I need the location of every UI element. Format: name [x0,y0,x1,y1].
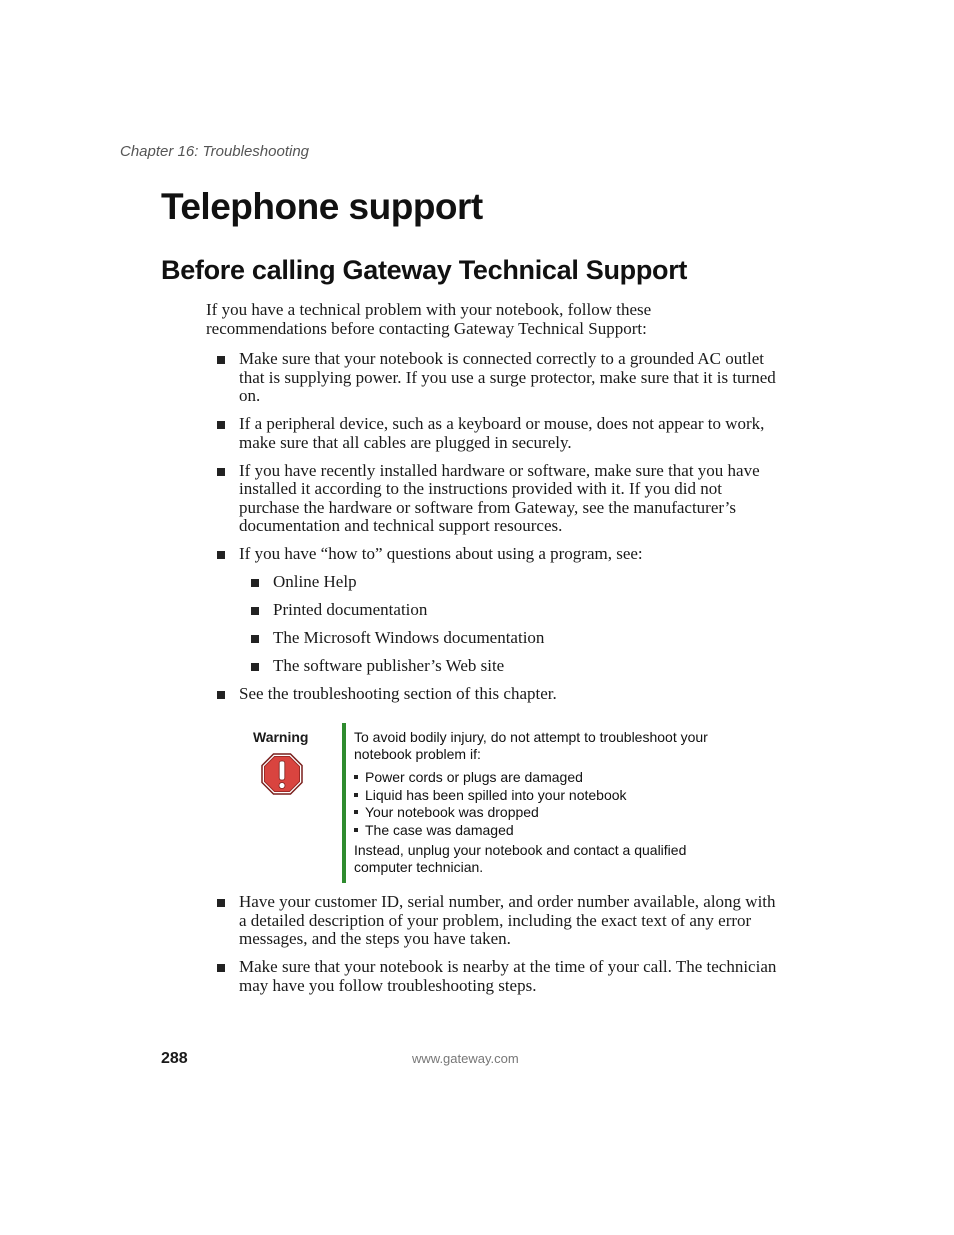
list-item [354,822,724,840]
list-item [216,545,782,676]
list-item-text: Make sure that your notebook is connected correctly to a grounded AC outlet that is supplying power. If you use a surge protector, make sure that it is turned on. [239,349,776,405]
list-item-text: If a peripheral device, such as a keyboard or mouse, does not appear to work, make sure that all cables are plugged in securely. [239,414,765,452]
list-item-text: See the troubleshooting section of this chapter. [239,684,557,703]
list-item [216,350,782,406]
bullet-square-icon [217,421,225,429]
sublist-item [239,573,782,592]
list-item [216,462,782,536]
bullet-square-icon [217,468,225,476]
warning-intro: To avoid bodily injury, do not attempt to troubleshoot your notebook problem if: [354,729,708,762]
list-item [354,804,724,822]
bullet-dot-icon [354,793,358,797]
sublist-item [239,601,782,620]
help-sources-sublist [239,573,782,676]
warning-conditions-list [354,769,724,839]
bullet-dot-icon [354,810,358,814]
list-item-text: If you have “how to” questions about using a program, see: [239,544,643,563]
bullet-dot-icon [354,828,358,832]
warning-outro: Instead, unplug your notebook and contact a qualified computer technician. [354,842,687,875]
sublist-item-text: Online Help [273,572,357,591]
list-item [216,893,782,949]
bullet-square-icon [217,899,225,907]
list-item-text: Make sure that your notebook is nearby at the time of your call. The technician may have you follow troubleshooting steps. [239,957,777,995]
page-title: Telephone support [161,186,483,227]
warning-accent-bar [342,723,346,883]
page-number: 288 [161,1050,188,1067]
bullet-square-icon [251,663,259,671]
warning-exclamation-icon [261,753,303,795]
warning-body [354,729,724,876]
footer-url: www.gateway.com [412,1051,519,1066]
sublist-item [239,629,782,648]
bullet-square-icon [251,635,259,643]
intro-paragraph: If you have a technical problem with your notebook, follow these recommendations before contacting Gateway Technical Support: [206,300,652,338]
bullet-square-icon [217,691,225,699]
sublist-item-text: The Microsoft Windows documentation [273,628,545,647]
list-item [216,685,782,704]
chapter-header: Chapter 16: Troubleshooting [120,143,310,160]
list-item-text: The case was damaged [365,821,514,838]
warning-callout [250,723,730,883]
list-item [216,415,782,452]
list-item [354,769,724,787]
recommendation-list [216,350,782,713]
bullet-square-icon [217,551,225,559]
bullet-dot-icon [354,775,358,779]
list-item-text: Liquid has been spilled into your notebook [365,786,627,803]
list-item [354,787,724,805]
sublist-item-text: The software publisher’s Web site [273,656,505,675]
bullet-square-icon [217,356,225,364]
bullet-square-icon [217,964,225,972]
list-item-text: Have your customer ID, serial number, and order number available, along with a detailed description of your problem, including the exact text of any error messages, and the steps you have taken. [239,892,776,948]
sublist-item-text: Printed documentation [273,600,428,619]
list-item-text: Power cords or plugs are damaged [365,769,583,785]
section-heading: Before calling Gateway Technical Support [161,255,688,285]
list-item [216,958,782,995]
warning-label: Warning [253,729,309,745]
list-item-text: Your notebook was dropped [365,804,539,820]
bullet-square-icon [251,579,259,587]
bullet-square-icon [251,607,259,615]
sublist-item [239,657,782,676]
list-item-text: If you have recently installed hardware or software, make sure that you have installed it according to the instructions provided with it. If you did not purchase the hardware or software from Gateway, see the manufacturer’s documentation and technical support resources. [239,460,760,535]
recommendation-list-continued [216,893,782,1005]
